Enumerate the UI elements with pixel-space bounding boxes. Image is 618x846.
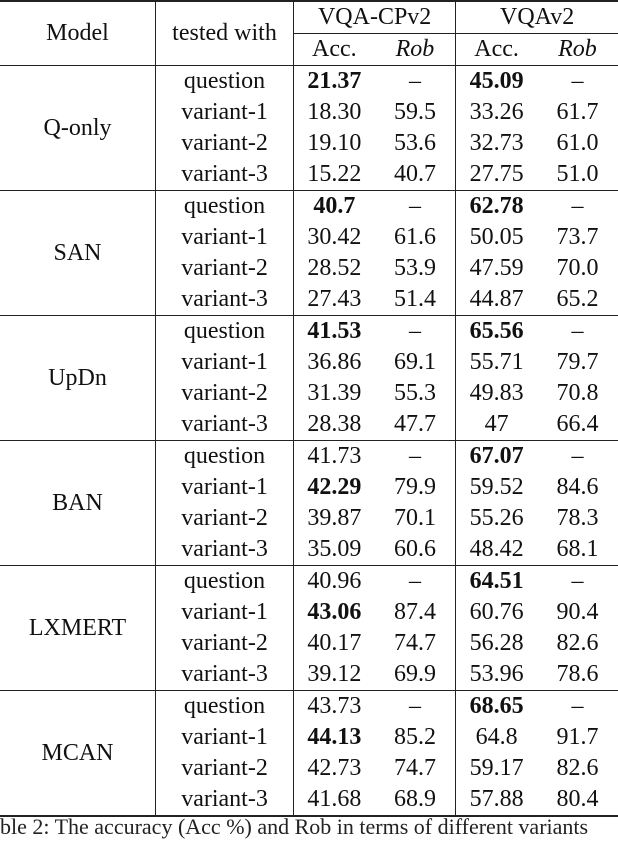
acc-vqacp-cell: 40.96 (294, 566, 375, 598)
header-rob-1: Rob (375, 34, 456, 66)
acc-vqav2-cell: 49.83 (469, 380, 524, 406)
rob-vqav2-cell: – (537, 441, 618, 473)
acc-vqacp-cell: 27.43 (307, 286, 362, 312)
rob-vqacp-cell: 74.7 (375, 628, 456, 659)
tested-with-cell: question (156, 316, 294, 348)
tested-with-cell: question (156, 66, 294, 98)
tested-with-cell: variant-3 (156, 284, 294, 316)
rob-vqacp-cell: – (375, 191, 456, 223)
header-acc-2: Acc. (474, 36, 519, 62)
rob-vqacp-cell: 60.6 (375, 534, 456, 566)
acc-vqav2-cell: 45.09 (456, 66, 537, 98)
header-row-1 (0, 1, 618, 34)
table-row (0, 566, 618, 598)
rob-vqav2-cell: – (537, 191, 618, 223)
table-row (0, 191, 618, 223)
rob-vqav2-cell: 70.8 (556, 380, 599, 406)
acc-vqacp-cell: 15.22 (307, 161, 362, 187)
acc-vqacp-cell: 28.52 (307, 255, 362, 281)
acc-vqav2-cell: 67.07 (456, 441, 537, 473)
rob-vqav2-cell: 80.4 (537, 784, 618, 816)
acc-vqacp-cell: 30.42 (307, 224, 362, 250)
table-row (0, 441, 618, 473)
rob-vqacp-cell: 69.1 (375, 347, 456, 378)
acc-vqav2-cell: 68.65 (456, 691, 537, 723)
tested-with-cell: variant-3 (156, 534, 294, 566)
acc-vqav2-cell: 48.42 (469, 536, 524, 562)
rob-vqacp-cell: 53.6 (375, 128, 456, 159)
rob-vqacp-cell: 74.7 (375, 753, 456, 784)
model-name: SAN (0, 191, 156, 316)
rob-vqacp-cell: – (375, 66, 456, 98)
acc-vqacp-cell: 28.38 (307, 411, 362, 437)
acc-vqav2-cell: 64.8 (475, 724, 518, 750)
tested-with-cell: question (156, 191, 294, 223)
rob-vqacp-cell: – (375, 316, 456, 348)
acc-vqacp-cell: 41.53 (294, 316, 375, 348)
tested-with-cell: variant-1 (156, 97, 294, 128)
rob-vqav2-cell: 61.0 (556, 130, 599, 156)
rob-vqacp-cell: 69.9 (375, 659, 456, 691)
rob-vqacp-cell: 79.9 (375, 472, 456, 503)
acc-vqacp-cell: 39.87 (307, 505, 362, 531)
rob-vqav2-cell: 90.4 (556, 599, 599, 625)
tested-with-cell: variant-2 (156, 378, 294, 409)
rob-vqacp-cell: 40.7 (375, 159, 456, 191)
acc-vqav2-cell: 27.75 (469, 161, 524, 187)
tested-with-cell: variant-2 (156, 503, 294, 534)
model-name: BAN (0, 441, 156, 566)
rob-vqacp-cell: 68.9 (375, 784, 456, 816)
acc-vqav2-cell: 55.71 (469, 349, 524, 375)
acc-vqacp-cell: 43.06 (307, 599, 362, 625)
tested-with-cell: question (156, 566, 294, 598)
acc-vqav2-cell: 33.26 (469, 99, 524, 125)
acc-vqacp-cell: 18.30 (307, 99, 362, 125)
rob-vqav2-cell: – (537, 566, 618, 598)
acc-vqav2-cell: 64.51 (456, 566, 537, 598)
header-dataset-vqav2: VQAv2 (456, 1, 618, 34)
tested-with-cell: variant-2 (156, 128, 294, 159)
rob-vqacp-cell: 59.5 (375, 97, 456, 128)
acc-vqav2-cell: 57.88 (456, 784, 537, 816)
acc-vqacp-cell: 41.68 (294, 784, 375, 816)
acc-vqav2-cell: 47.59 (469, 255, 524, 281)
rob-vqav2-cell: – (537, 691, 618, 723)
table-caption: ble 2: The accuracy (Acc %) and Rob in terms of different variants (0, 814, 589, 839)
rob-vqav2-cell: 61.7 (556, 99, 599, 125)
acc-vqacp-cell: 39.12 (307, 661, 362, 687)
rob-vqav2-cell: 91.7 (556, 724, 599, 750)
header-tested-with: tested with (156, 1, 294, 66)
tested-with-cell: question (156, 441, 294, 473)
acc-vqacp-cell: 21.37 (294, 66, 375, 98)
rob-vqacp-cell: 47.7 (375, 409, 456, 441)
rob-vqav2-cell: – (537, 316, 618, 348)
rob-vqav2-cell: 82.6 (556, 755, 599, 781)
table-row (0, 691, 618, 723)
acc-vqacp-cell: 40.17 (307, 630, 362, 656)
acc-vqacp-cell: 36.86 (307, 349, 362, 375)
header-model: Model (0, 1, 156, 66)
tested-with-cell: variant-1 (156, 472, 294, 503)
rob-vqacp-cell: – (375, 441, 456, 473)
acc-vqacp-cell: 40.7 (294, 191, 375, 223)
acc-vqav2-cell: 59.17 (469, 755, 524, 781)
tested-with-cell: question (156, 691, 294, 723)
acc-vqav2-cell: 44.87 (469, 286, 524, 312)
rob-vqacp-cell: 85.2 (375, 722, 456, 753)
table-row (0, 316, 618, 348)
model-name: UpDn (0, 316, 156, 441)
rob-vqav2-cell: 51.0 (556, 161, 599, 187)
rob-vqav2-cell: 82.6 (556, 630, 599, 656)
model-name: Q-only (0, 66, 156, 191)
acc-vqav2-cell: 53.96 (469, 661, 524, 687)
tested-with-cell: variant-1 (156, 597, 294, 628)
rob-vqacp-cell: 61.6 (375, 222, 456, 253)
rob-vqav2-cell: 78.6 (556, 661, 599, 687)
tested-with-cell: variant-3 (156, 659, 294, 691)
rob-vqacp-cell: 55.3 (375, 378, 456, 409)
acc-vqacp-cell: 19.10 (307, 130, 362, 156)
rob-vqav2-cell: 79.7 (556, 349, 599, 375)
acc-vqacp-cell: 35.09 (307, 536, 362, 562)
rob-vqav2-cell: 65.2 (556, 286, 599, 312)
rob-vqav2-cell: 84.6 (556, 474, 599, 500)
acc-vqav2-cell: 62.78 (456, 191, 537, 223)
tested-with-cell: variant-1 (156, 222, 294, 253)
tested-with-cell: variant-2 (156, 628, 294, 659)
acc-vqacp-cell: 44.13 (307, 724, 362, 750)
tested-with-cell: variant-1 (156, 722, 294, 753)
acc-vqacp-cell: 43.73 (294, 691, 375, 723)
acc-vqav2-cell: 65.56 (456, 316, 537, 348)
tested-with-cell: variant-3 (156, 159, 294, 191)
header-acc-1: Acc. (311, 36, 357, 62)
tested-with-cell: variant-3 (156, 784, 294, 816)
model-name: MCAN (0, 691, 156, 817)
rob-vqav2-cell: 66.4 (556, 411, 599, 437)
acc-vqav2-cell: 55.26 (469, 505, 524, 531)
tested-with-cell: variant-1 (156, 347, 294, 378)
acc-vqav2-cell: 56.28 (469, 630, 524, 656)
tested-with-cell: variant-3 (156, 409, 294, 441)
acc-vqacp-cell: 41.73 (294, 441, 375, 473)
rob-vqacp-cell: – (375, 566, 456, 598)
acc-vqacp-cell: 31.39 (307, 380, 362, 406)
rob-vqacp-cell: 51.4 (375, 284, 456, 316)
tested-with-cell: variant-2 (156, 753, 294, 784)
acc-vqacp-cell: 42.29 (307, 474, 362, 500)
header-rob-2: Rob (558, 36, 597, 62)
rob-vqav2-cell: 73.7 (556, 224, 599, 250)
acc-vqav2-cell: 47 (484, 411, 509, 437)
model-name: LXMERT (0, 566, 156, 691)
rob-vqav2-cell: 78.3 (556, 505, 599, 531)
rob-vqav2-cell: 68.1 (556, 536, 599, 562)
acc-vqav2-cell: 32.73 (469, 130, 524, 156)
acc-vqacp-cell: 42.73 (307, 755, 362, 781)
header-dataset-vqacp: VQA-CPv2 (294, 1, 456, 34)
rob-vqav2-cell: – (537, 66, 618, 98)
tested-with-cell: variant-2 (156, 253, 294, 284)
rob-vqacp-cell: – (375, 691, 456, 723)
acc-vqav2-cell: 59.52 (469, 474, 524, 500)
rob-vqav2-cell: 70.0 (556, 255, 599, 281)
acc-vqav2-cell: 60.76 (469, 599, 524, 625)
rob-vqacp-cell: 53.9 (375, 253, 456, 284)
acc-vqav2-cell: 50.05 (469, 224, 524, 250)
table-row (0, 66, 618, 98)
rob-vqacp-cell: 70.1 (375, 503, 456, 534)
rob-vqacp-cell: 87.4 (375, 597, 456, 628)
